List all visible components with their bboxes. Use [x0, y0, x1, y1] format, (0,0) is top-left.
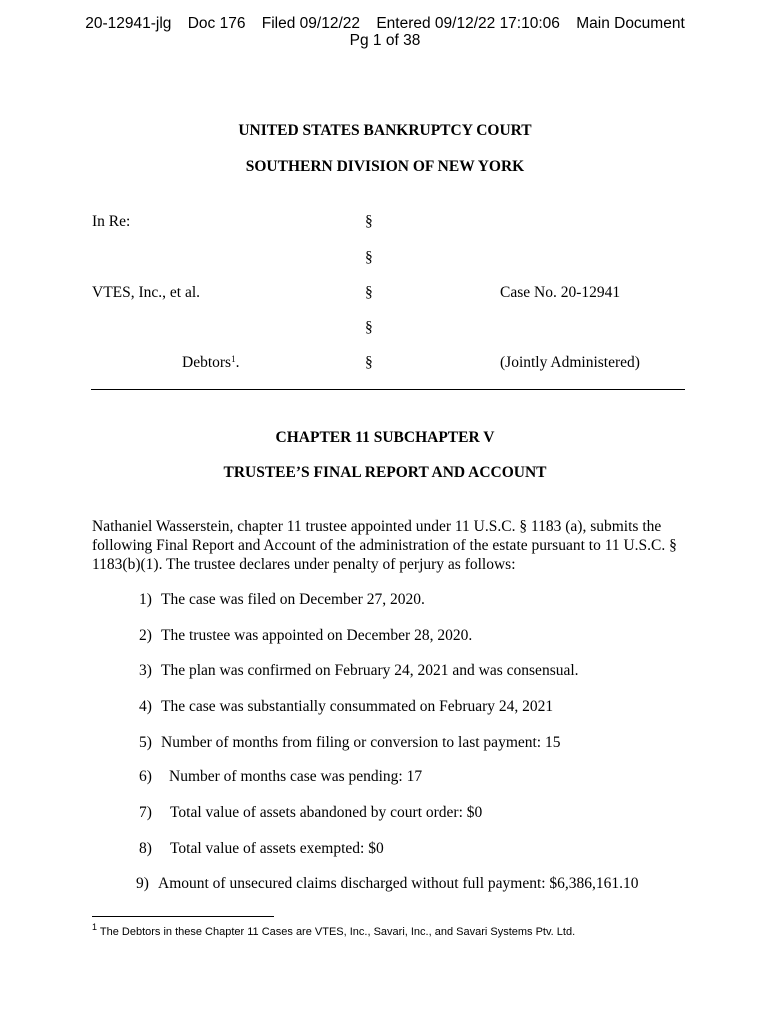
document-title-line2: TRUSTEE’S FINAL REPORT AND ACCOUNT: [223, 464, 547, 481]
court-name: UNITED STATES BANKRUPTCY COURT: [238, 122, 532, 139]
list-item: [139, 804, 482, 822]
list-item-number: 8): [139, 840, 152, 857]
ecf-page-number: Pg 1 of 38: [349, 32, 421, 49]
case-number: Case No. 20-12941: [500, 284, 621, 301]
debtor-name: VTES, Inc., et al.: [92, 284, 201, 301]
intro-paragraph: Nathaniel Wasserstein, chapter 11 trustee appointed under 11 U.S.C. § 1183 (a), submits the following Final Report and Account of the administration of the estate pursuant to 11 U.S.C. § 1183(b)(1). The trustee declares under penalty of perjury as follows:: [92, 518, 677, 573]
list-item-number: 6): [139, 768, 152, 785]
list-item: [139, 662, 579, 680]
list-item: [136, 875, 639, 893]
list-item-number: 3): [139, 662, 152, 679]
section-symbol: §: [365, 213, 373, 230]
list-item-text: The case was filed on December 27, 2020.: [161, 591, 425, 608]
debtors-text: Debtors: [182, 354, 232, 371]
footnote-divider: [92, 916, 274, 917]
document-title-line1: CHAPTER 11 SUBCHAPTER V: [275, 429, 495, 446]
list-item-text: Total value of assets exempted: $0: [170, 840, 384, 857]
section-symbol: §: [365, 354, 373, 371]
list-item-text: Number of months case was pending: 17: [169, 768, 423, 785]
footnote-text: The Debtors in these Chapter 11 Cases are VTES, Inc., Savari, Inc., and Savari Systems Ptv. Ltd.: [97, 926, 576, 938]
ecf-doc-type: Main Document: [576, 15, 685, 32]
in-re-label: In Re:: [92, 213, 131, 230]
ecf-entered-date: Entered 09/12/22 17:10:06: [376, 15, 560, 32]
list-item: [139, 698, 553, 716]
list-item: [139, 591, 425, 609]
list-item-text: Amount of unsecured claims discharged without full payment: $6,386,161.10: [158, 875, 639, 892]
list-item: [139, 840, 384, 858]
list-item-number: 9): [136, 875, 149, 892]
ecf-filed-date: Filed 09/12/22: [261, 15, 361, 32]
list-item-number: 1): [139, 591, 152, 608]
footnote-ref: 1: [231, 354, 236, 364]
ecf-header: [0, 15, 770, 32]
section-symbol: §: [365, 319, 373, 336]
court-division: SOUTHERN DIVISION OF NEW YORK: [245, 158, 525, 175]
section-symbol: §: [365, 249, 373, 266]
list-item-text: The plan was confirmed on February 24, 2021 and was consensual.: [161, 662, 579, 679]
list-item-number: 4): [139, 698, 152, 715]
ecf-doc-number: Doc 176: [187, 15, 246, 32]
list-item-number: 2): [139, 627, 152, 644]
debtors-label: [182, 354, 239, 372]
section-symbol: §: [365, 284, 373, 301]
jointly-administered: (Jointly Administered): [500, 354, 640, 371]
caption-divider: [91, 389, 685, 390]
footnote: [92, 922, 576, 938]
ecf-case-number: 20-12941-jlg: [85, 15, 172, 32]
list-item: [139, 768, 422, 786]
list-item: [139, 734, 561, 752]
list-item-text: The case was substantially consummated on February 24, 2021: [161, 698, 554, 715]
list-item-text: Total value of assets abandoned by court order: $0: [170, 804, 483, 821]
footnote-marker: 1: [92, 922, 98, 932]
list-item-text: The trustee was appointed on December 28, 2020.: [161, 627, 473, 644]
list-item-text: Number of months from filing or conversion to last payment: 15: [161, 734, 561, 751]
debtors-period: .: [235, 354, 240, 371]
list-item-number: 7): [139, 804, 152, 821]
list-item: [139, 627, 472, 645]
list-item-number: 5): [139, 734, 152, 751]
